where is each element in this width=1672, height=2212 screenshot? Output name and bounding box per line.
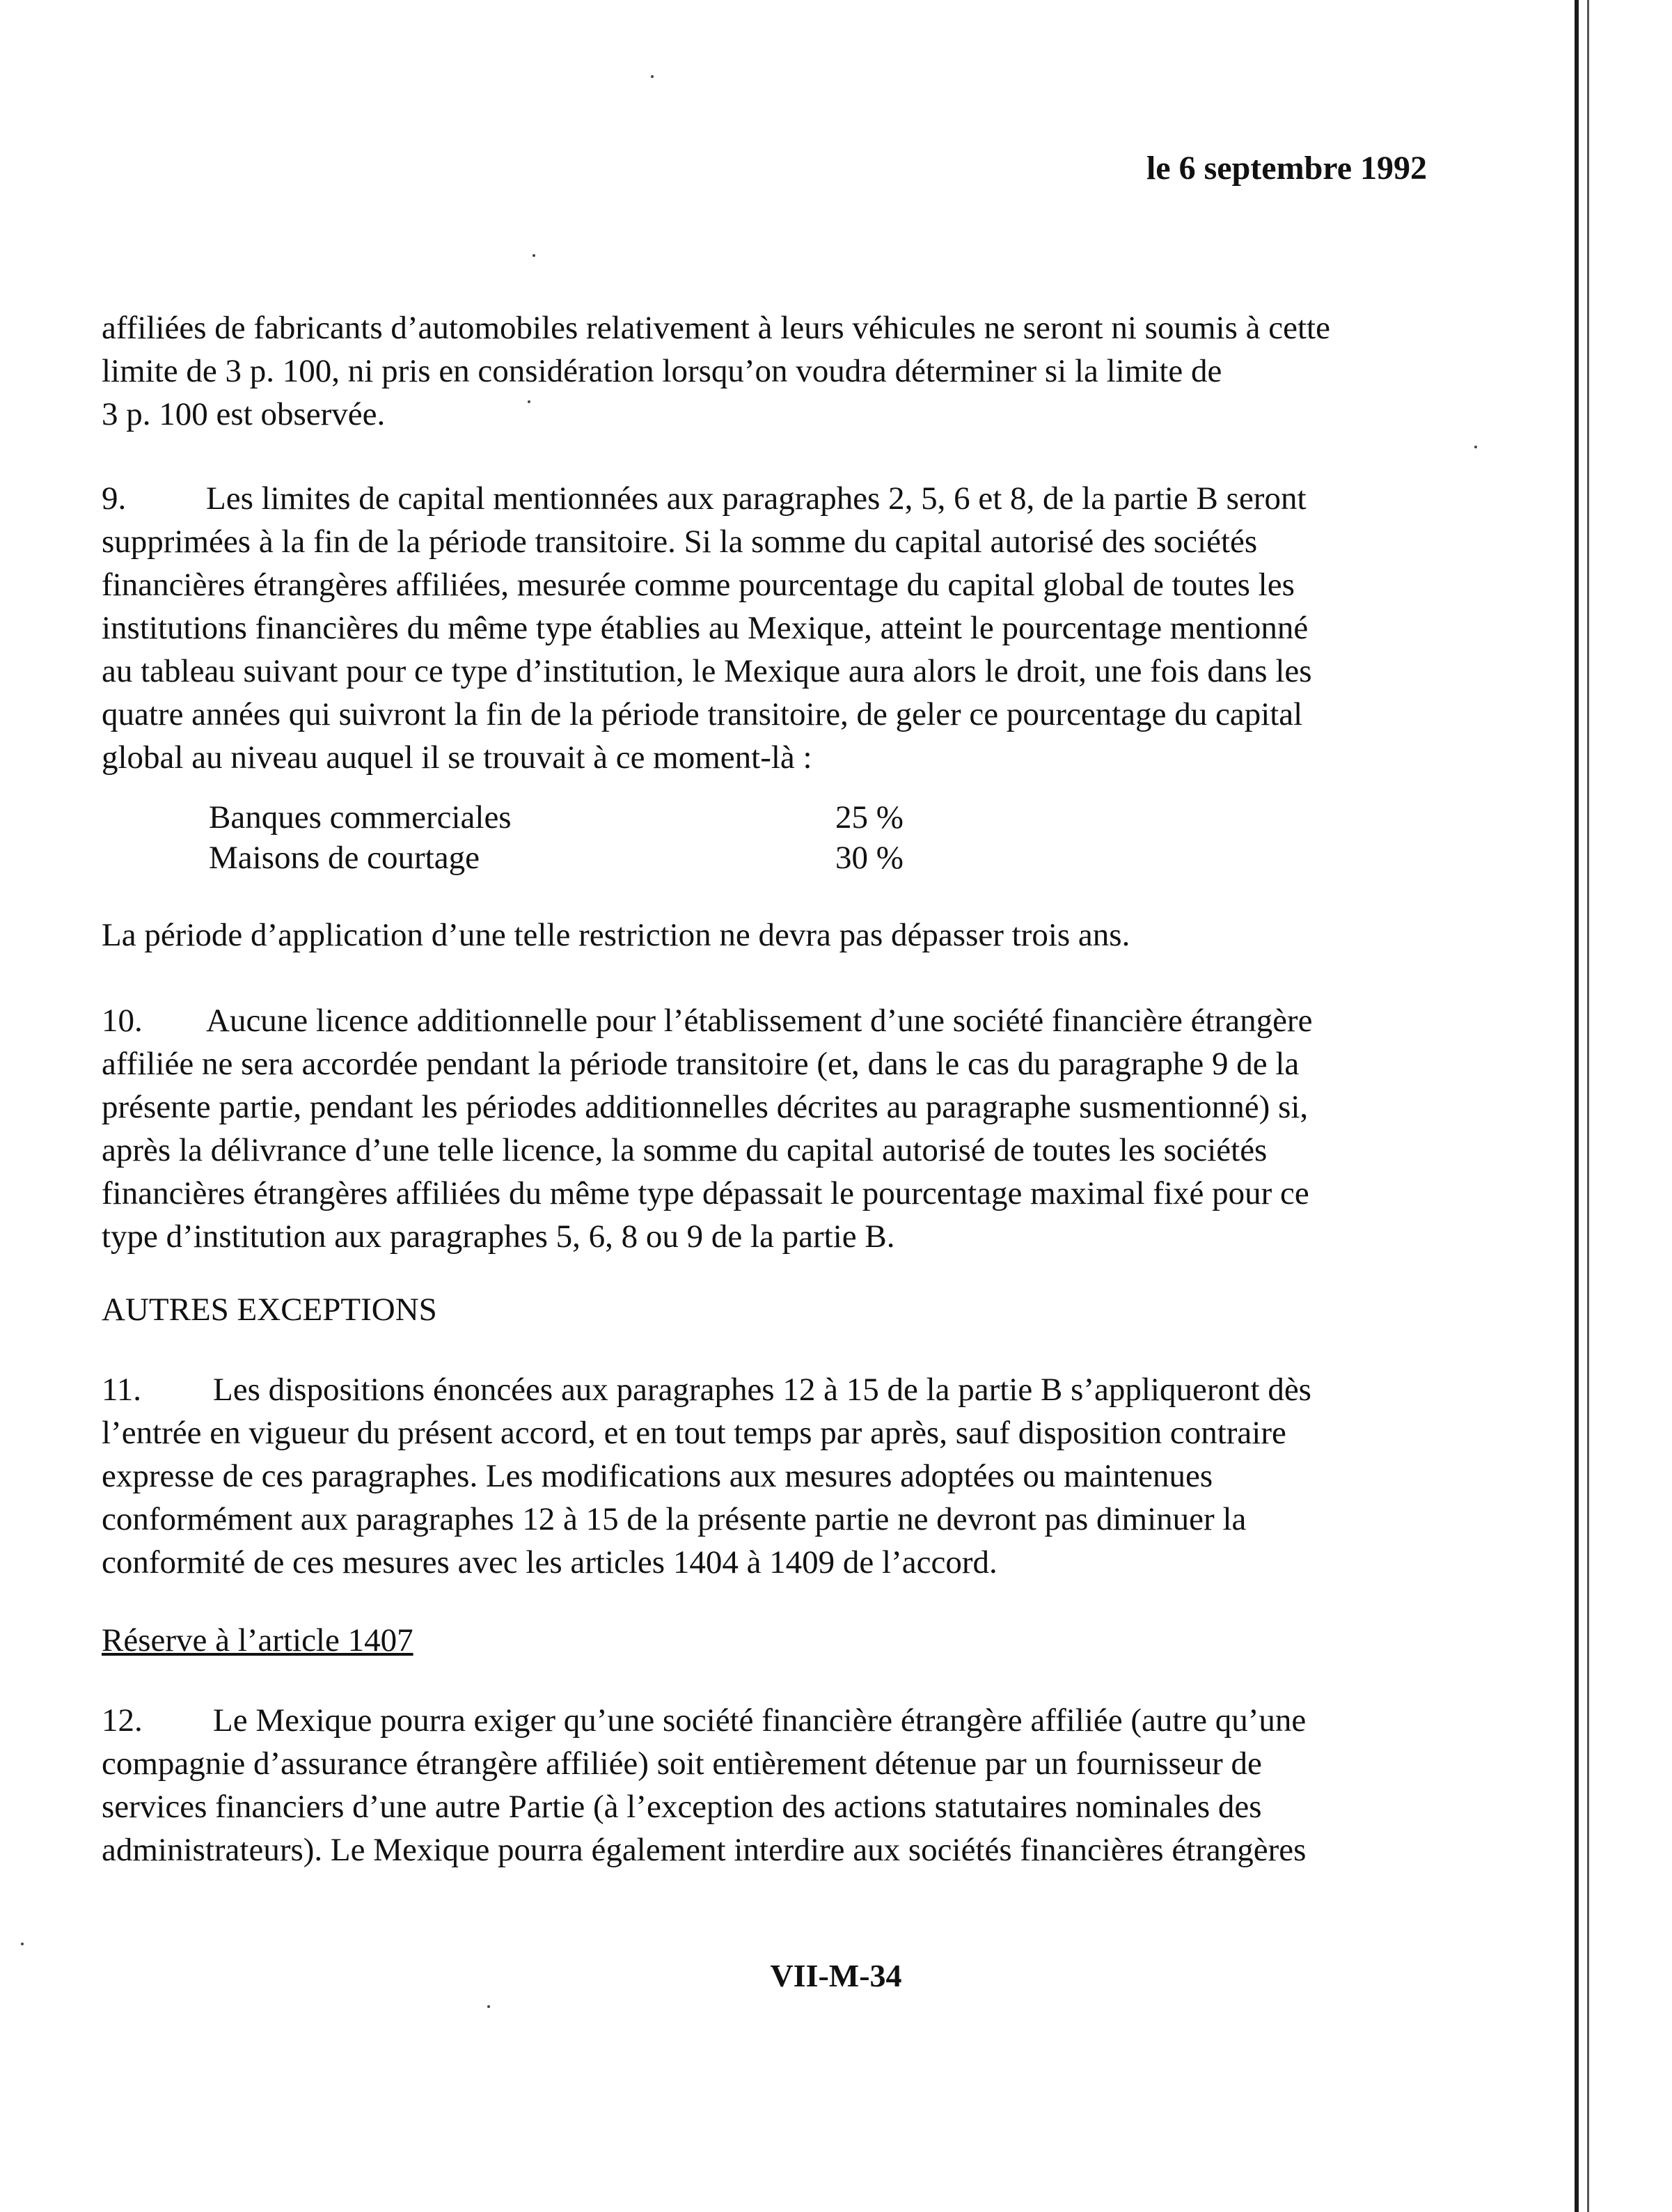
text-line: financières étrangères affiliées du même type dépassait le pourcentage maximal fixé pour ce [102,1175,1309,1211]
text-line [102,1699,1452,1742]
text-line [102,477,1452,520]
scan-speck [651,75,654,78]
text-line: supprimées à la fin de la période transitoire. Si la somme du capital autorisé des sociétés [102,524,1258,560]
table-value: 30 % [835,840,904,876]
percentage-table [209,797,904,878]
paragraph-continued [102,306,1452,436]
text-line: expresse de ces paragraphes. Les modifications aux mesures adoptées ou maintenues [102,1458,1213,1494]
text-line: conformément aux paragraphes 12 à 15 de la présente partie ne devront pas diminuer la [102,1501,1247,1537]
text-line-first: Aucune licence additionnelle pour l’établissement d’une société financière étrangère [206,1003,1313,1039]
text-line: quatre années qui suivront la fin de la période transitoire, de geler ce pourcentage du capital [102,696,1303,732]
text-line: administrateurs). Le Mexique pourra également interdire aux sociétés financières étrangères [102,1832,1307,1868]
scan-speck [1474,446,1477,448]
text-line: conformité de ces mesures avec les articles 1404 à 1409 de l’accord. [102,1544,997,1580]
reserve-heading [102,1619,1452,1662]
page-number: VII-M-34 [770,1958,902,1993]
text-line-first: Le Mexique pourra exiger qu’une société financière étrangère affiliée (autre qu’une [213,1702,1307,1739]
reserve-heading-text: Réserve à l’article 1407 [102,1622,413,1658]
text-line: type d’institution aux paragraphes 5, 6, 8 ou 9 de la partie B. [102,1218,895,1255]
paragraph-10 [102,999,1452,1258]
text-line: au tableau suivant pour ce type d’institution, le Mexique aura alors le droit, une fois dans les [102,653,1312,689]
section-heading [102,1288,1452,1331]
scan-speck [487,2005,490,2008]
table-row [209,838,904,878]
paragraph-9 [102,477,1452,779]
paragraph-12 [102,1699,1452,1872]
paragraph-number: 11. [102,1372,142,1408]
paragraph-number: 10. [102,1003,143,1039]
document-date: le 6 septembre 1992 [1146,150,1427,187]
text-line: La période d’application d’une telle restriction ne devra pas dépasser trois ans. [102,917,1130,953]
paragraph-number: 9. [102,480,127,517]
text-line-first: Les dispositions énoncées aux paragraphes 12 à 15 de la partie B s’appliqueront dès [213,1372,1311,1408]
page-edge-rule [1575,0,1579,2212]
text-line: services financiers d’une autre Partie (à l’exception des actions statutaires nominales des [102,1789,1262,1825]
text-line: présente partie, pendant les périodes additionnelles décrites au paragraphe susmentionné) si, [102,1089,1309,1125]
table-row [209,797,904,838]
table-label: Maisons de courtage [209,840,480,876]
table-value: 25 % [835,799,904,836]
text-line: l’entrée en vigueur du présent accord, et en tout temps par après, sauf disposition contraire [102,1415,1286,1451]
page-edge-rule-secondary [1587,0,1589,2212]
text-line: 3 p. 100 est observée. [102,396,386,432]
paragraph-11 [102,1368,1452,1584]
text-line: global au niveau auquel il se trouvait à ce moment-là : [102,739,812,776]
text-line: après la délivrance d’une telle licence, la somme du capital autorisé de toutes les sociétés [102,1132,1268,1168]
text-line [102,999,1452,1042]
table-label: Banques commerciales [209,799,512,836]
text-line-first: Les limites de capital mentionnées aux paragraphes 2, 5, 6 et 8, de la partie B seront [206,480,1307,517]
text-line: financières étrangères affiliées, mesurée comme pourcentage du capital global de toutes les [102,567,1295,603]
text-line: affiliée ne sera accordée pendant la période transitoire (et, dans le cas du paragraphe 9 de la [102,1046,1300,1082]
paragraph-number: 12. [102,1702,143,1739]
text-line: compagnie d’assurance étrangère affiliée) soit entièrement détenue par un fournisseur de [102,1746,1262,1782]
scan-speck [21,1943,24,1945]
text-line: limite de 3 p. 100, ni pris en considération lorsqu’on voudra déterminer si la limite de [102,353,1222,389]
restriction-sentence [102,913,1452,957]
scan-speck [533,254,535,257]
text-line: affiliées de fabricants d’automobiles relativement à leurs véhicules ne seront ni soumis à cette [102,310,1330,346]
text-line [102,1368,1452,1411]
heading-text: AUTRES EXCEPTIONS [102,1292,437,1328]
text-line: institutions financières du même type établies au Mexique, atteint le pourcentage mentionné [102,610,1309,646]
